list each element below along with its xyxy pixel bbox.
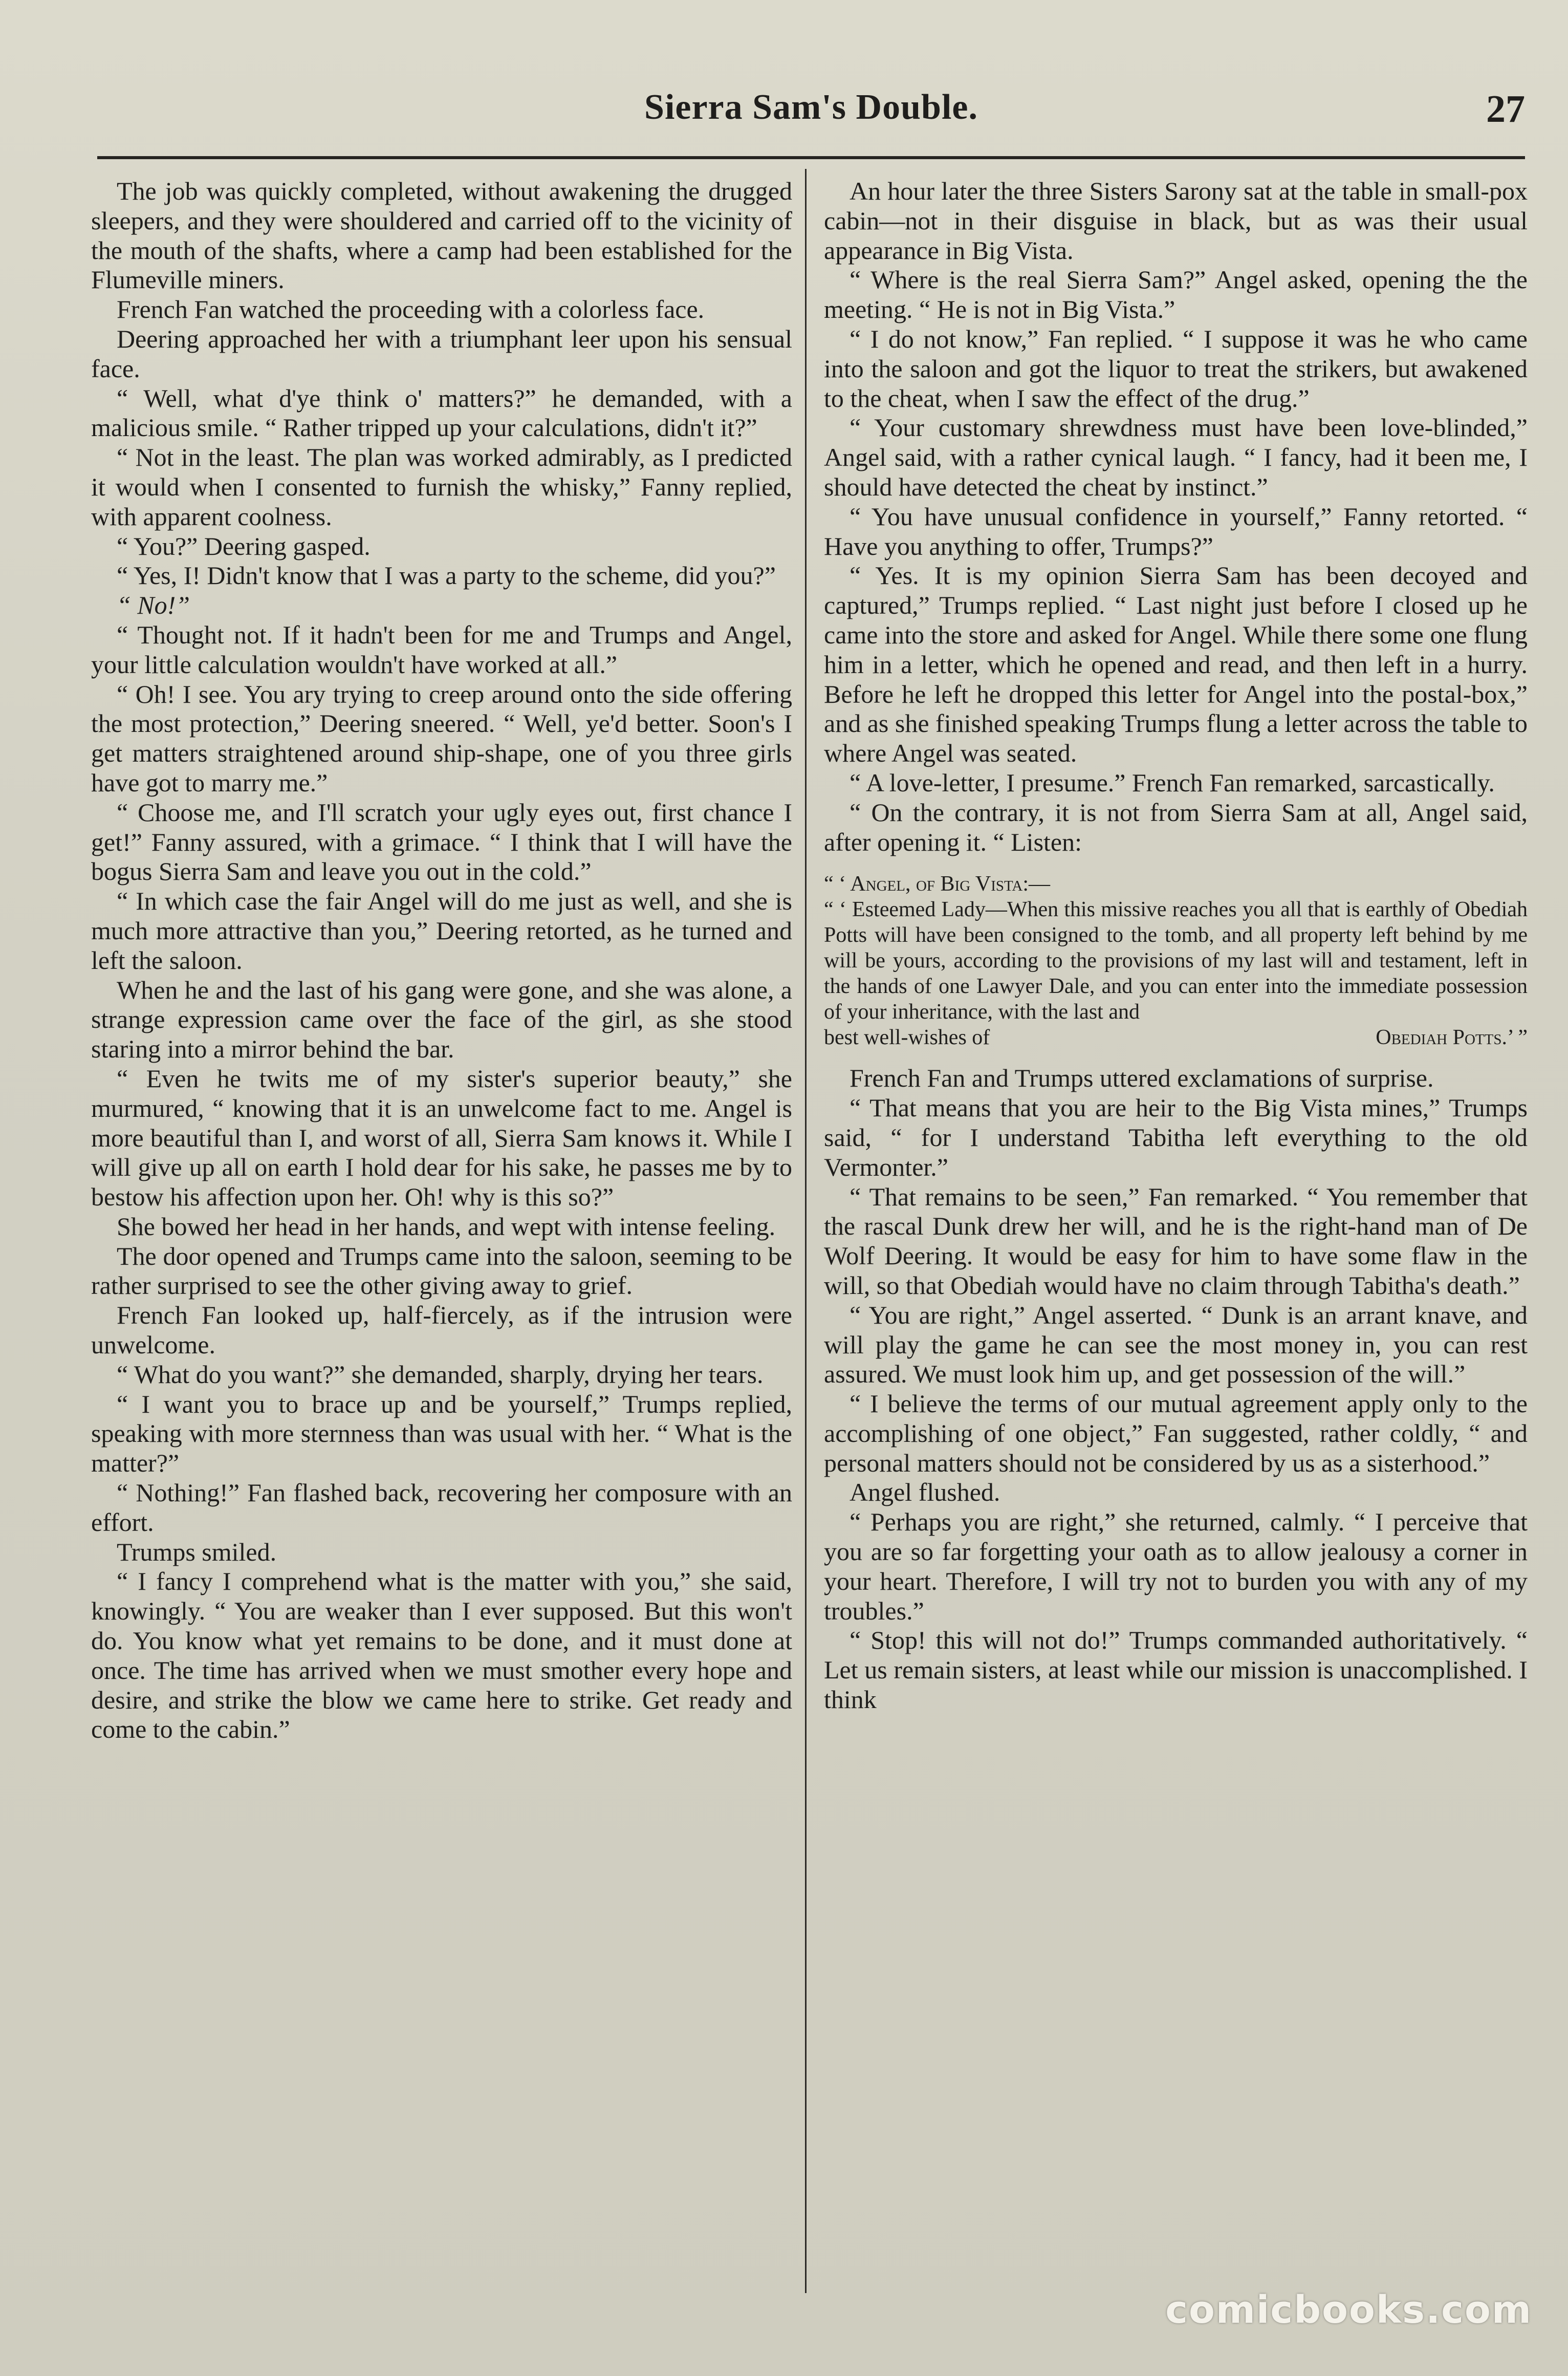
- paragraph: “ Well, what d'ye think o' matters?” he demanded, with a malicious smile. “ Rather tripped up your calculations, didn't it?”: [91, 383, 792, 442]
- paragraph: The door opened and Trumps came into the saloon, seeming to be rather surprised to see the other giving away to grief.: [91, 1241, 792, 1300]
- paragraph: “ You?” Deering gasped.: [117, 531, 371, 560]
- paragraph: “ Stop! this will not do!” Trumps commanded authoritatively. “ Let us remain sisters, at least while our mission is unaccomplished. I think: [824, 1626, 1528, 1714]
- paragraph: “ Perhaps you are right,” she returned, calmly. “ I perceive that you are so far forgetting your oath as to allow jealousy a corner in your heart. Therefore, I will try not to burden you with any of my troubles.”: [824, 1507, 1528, 1625]
- page-number: 27: [1486, 88, 1525, 131]
- letter-body: “ ‘ Esteemed Lady—When this missive reaches you all that is earthly of Obediah Potts will have been consigned to the tomb, and all property left behind by me will be yours, according to the provisions of my last will and testament, left in the hands of one Lawyer Dale, and you can enter into the immediate possession of your inheritance, with the last and: [824, 898, 1528, 1024]
- paragraph: When he and the last of his gang were gone, and she was alone, a strange expression came over the face of the girl, as she stood staring into a mirror behind the bar.: [91, 975, 792, 1064]
- paragraph: The job was quickly completed, without awakening the drugged sleepers, and they were shouldered and carried off to the vicinity of the mouth of the shafts, where a camp had been established for the Flumeville miners.: [91, 177, 792, 294]
- right-column: [824, 177, 1528, 1715]
- header-rule: [97, 156, 1525, 159]
- paragraph: “ That means that you are heir to the Big Vista mines,” Trumps said, “ for I understand Tabitha left everything to the old Vermonter.”: [824, 1093, 1528, 1181]
- paragraph: “ I want you to brace up and be yourself,” Trumps replied, speaking with more sternness than was usual with her. “ What is the matter?”: [91, 1389, 792, 1478]
- paragraph: “ I fancy I comprehend what is the matter with you,” she said, knowingly. “ You are weaker than I ever supposed. But this won't do. You know what yet remains to be done, and it must done at once. The time has arrived when we must smother every hope and desire, and strike the blow we came here to strike. Get ready and come to the cabin.”: [91, 1567, 792, 1744]
- page-header: [97, 87, 1525, 154]
- paragraph: “ No!”: [117, 591, 190, 620]
- site-watermark: comicbooks.com: [1165, 2288, 1532, 2332]
- paragraph: “ Choose me, and I'll scratch your ugly eyes out, first chance I get!” Fanny assured, with a grimace. “ I think that I will have the bogus Sierra Sam and leave you out in the cold.”: [91, 797, 792, 886]
- paragraph: French Fan and Trumps uttered exclamations of surprise.: [850, 1064, 1434, 1093]
- paragraph: “ Not in the least. The plan was worked admirably, as I predicted it would when I consented to furnish the whisky,” Fanny replied, with apparent coolness.: [91, 443, 792, 531]
- letter-closing: best well-wishes of: [824, 1026, 990, 1050]
- paragraph: An hour later the three Sisters Sarony sat at the table in small-pox cabin—not in their disguise in black, but as was their usual appearance in Big Vista.: [824, 177, 1528, 265]
- paragraph: “ Even he twits me of my sister's superior beauty,” she murmured, “ knowing that it is an unwelcome fact to me. Angel is more beautiful than I, and worst of all, Sierra Sam knows it. While I will give up all on earth I hold dear for his sake, he passes me by to bestow his affection upon her. Oh! why is this so?”: [91, 1064, 792, 1212]
- letter-signature: Obediah Potts.’ ”: [1376, 1026, 1528, 1050]
- paragraph: “ You are right,” Angel asserted. “ Dunk is an arrant knave, and will play the game he can see the most money in, you can rest assured. We must look him up, and get possession of the will.”: [824, 1300, 1528, 1389]
- paragraph: “ You have unusual confidence in yourself,” Fanny retorted. “ Have you anything to offer, Trumps?”: [824, 502, 1528, 560]
- paragraph: “ I do not know,” Fan replied. “ I suppose it was he who came into the saloon and got the liquor to treat the strikers, but awakened to the cheat, when I saw the effect of the drug.”: [824, 324, 1528, 413]
- paragraph: “ Where is the real Sierra Sam?” Angel asked, opening the the meeting. “ He is not in Big Vista.”: [824, 265, 1528, 324]
- running-title: Sierra Sam's Double.: [644, 88, 978, 127]
- paragraph: “ That remains to be seen,” Fan remarked. “ You remember that the rascal Dunk drew her will, and he is the right-hand man of De Wolf Deering. It would be easy for him to have some flaw in the will, so that Obediah would have no claim through Tabitha's death.”: [824, 1182, 1528, 1300]
- paragraph: Trumps smiled.: [117, 1537, 277, 1566]
- paragraph: “ Thought not. If it hadn't been for me and Trumps and Angel, your little calculation wouldn't have worked at all.”: [91, 620, 792, 679]
- embedded-letter: [824, 871, 1528, 1050]
- paragraph: “ A love-letter, I presume.” French Fan remarked, sarcastically.: [850, 768, 1495, 797]
- paragraph: French Fan looked up, half-fiercely, as if the intrusion were unwelcome.: [91, 1301, 792, 1359]
- paragraph: “ Yes. It is my opinion Sierra Sam has been decoyed and captured,” Trumps replied. “ Last night just before I closed up he came into the store and asked for Angel. While there some one flung him in a letter, which he opened and read, and then left in a hurry. Before he left he dropped this letter for Angel into the postal-box,” and as she finished speaking Trumps flung a letter across the table to where Angel was seated.: [824, 561, 1528, 768]
- paragraph: “ Yes, I! Didn't know that I was a party to the scheme, did you?”: [117, 561, 776, 590]
- paragraph: “ Nothing!” Fan flashed back, recovering her composure with an effort.: [91, 1478, 792, 1537]
- letter-salutation: “ ‘ Angel, of Big Vista:—: [824, 872, 1051, 896]
- paragraph: Deering approached her with a triumphant leer upon his sensual face.: [91, 324, 792, 383]
- paragraph: “ Your customary shrewdness must have been love-blinded,” Angel said, with a rather cynical laugh. “ I fancy, had it been me, I should have detected the cheat by instinct.”: [824, 413, 1528, 501]
- left-column: [91, 177, 792, 1744]
- letter-signoff: [824, 1025, 1528, 1050]
- paragraph: “ On the contrary, it is not from Sierra Sam at all, Angel said, after opening it. “ Listen:: [824, 797, 1528, 856]
- paragraph: “ Oh! I see. You ary trying to creep around onto the side offering the most protection,” Deering sneered. “ Well, ye'd better. Soon's I get matters straightened around ship-shape, one of you three girls have got to marry me.”: [91, 679, 792, 797]
- paragraph: She bowed her head in her hands, and wept with intense feeling.: [117, 1212, 776, 1241]
- column-divider: [805, 169, 807, 2293]
- paragraph: Angel flushed.: [850, 1478, 1000, 1507]
- paragraph: “ I believe the terms of our mutual agreement apply only to the accomplishing of one object,” Fan suggested, rather coldly, “ and personal matters should not be considered by us as a sisterhood.”: [824, 1389, 1528, 1477]
- paragraph: “ In which case the fair Angel will do me just as well, and she is much more attractive than you,” Deering retorted, as he turned and left the saloon.: [91, 887, 792, 975]
- paragraph: French Fan watched the proceeding with a colorless face.: [117, 295, 705, 324]
- paragraph: “ What do you want?” she demanded, sharply, drying her tears.: [117, 1359, 764, 1389]
